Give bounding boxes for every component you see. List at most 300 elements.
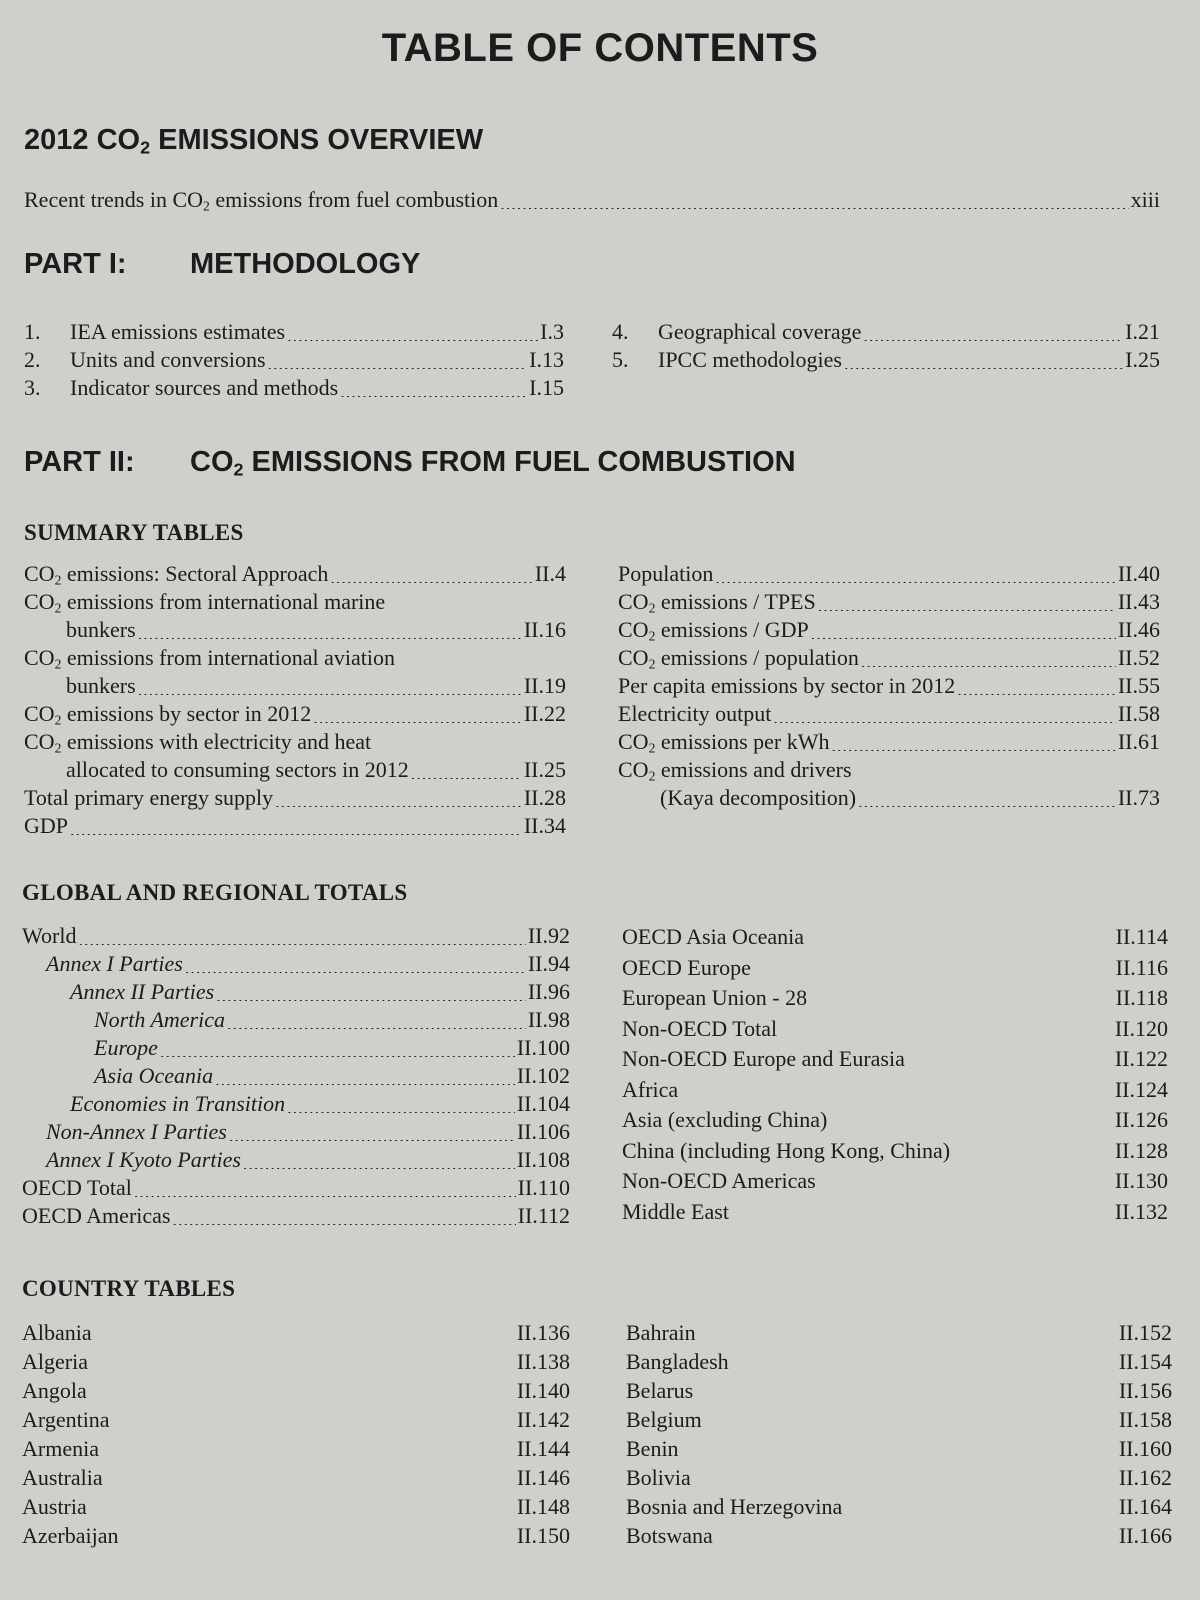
toc-entry-text (626, 1521, 713, 1550)
toc-entry-label: Australia (22, 1465, 103, 1490)
toc-entry-page: II.25 (523, 757, 566, 782)
toc-entry-page: II.96 (527, 979, 570, 1004)
toc-entry-page: II.28 (523, 785, 566, 810)
toc-entry-number: 5. (612, 347, 629, 372)
toc-entry-number: 4. (612, 319, 629, 344)
toc-entry[interactable] (24, 812, 566, 840)
toc-entry-label: Asia (excluding China) (622, 1107, 828, 1132)
toc-entry-text (626, 1405, 702, 1434)
toc-entry-label: OECD Americas (22, 1203, 171, 1228)
toc-entry[interactable] (24, 784, 566, 812)
toc-entry[interactable] (626, 1405, 1172, 1434)
toc-entry-text (626, 1318, 696, 1347)
toc-entry[interactable] (22, 1174, 570, 1202)
dot-leader (680, 1079, 1113, 1099)
toc-entry[interactable] (612, 346, 1160, 374)
toc-entry-page: II.104 (516, 1091, 570, 1116)
toc-entry-sub: 2 (54, 656, 62, 672)
toc-entry-text (46, 950, 183, 978)
toc-entry-text (24, 346, 266, 374)
dot-leader (957, 675, 1116, 695)
toc-entry[interactable] (24, 644, 566, 672)
toc-entry-text (622, 1075, 678, 1106)
toc-entry-text-pre: CO (618, 757, 649, 782)
toc-entry-page: II.142 (516, 1407, 570, 1432)
toc-entry[interactable] (22, 1006, 570, 1034)
country-right-list (626, 1318, 1172, 1550)
toc-entry-label: Middle East (622, 1198, 729, 1224)
toc-entry-sub: 2 (203, 198, 210, 214)
toc-entry-label: Asia Oceania (94, 1063, 214, 1088)
toc-entry-text-post: emissions with electricity and heat (61, 729, 372, 754)
dot-leader (101, 1438, 515, 1458)
toc-entry-text (622, 1014, 777, 1045)
dot-leader (94, 1322, 515, 1342)
toc-entry-label: Armenia (22, 1436, 99, 1461)
toc-entry-page: II.152 (1118, 1320, 1172, 1345)
toc-entry-text (22, 1174, 132, 1202)
toc-entry-text (618, 756, 852, 784)
toc-entry[interactable] (626, 1521, 1172, 1550)
toc-entry-sub: 2 (54, 712, 62, 728)
toc-entry-text-pre: CO (618, 729, 649, 754)
dot-leader (698, 1322, 1117, 1342)
toc-entry-label: Bangladesh (626, 1349, 729, 1374)
toc-entry-text-pre: CO (24, 729, 55, 754)
dot-leader (105, 1467, 515, 1487)
toc-entry-label: OECD Asia Oceania (622, 924, 805, 949)
dot-leader (806, 926, 1114, 946)
toc-entry[interactable] (22, 1521, 570, 1550)
toc-entry-page: II.122 (1114, 1046, 1168, 1071)
toc-entry[interactable] (626, 1463, 1172, 1492)
toc-entry-sub: 2 (648, 656, 656, 672)
part2-heading-text-post: EMISSIONS FROM FUEL COMBUSTION (243, 446, 796, 478)
dot-leader (78, 925, 525, 945)
toc-entry[interactable] (22, 1118, 570, 1146)
part2-heading-sub: 2 (233, 459, 244, 480)
toc-entry-text (612, 346, 842, 374)
toc-entry[interactable] (22, 1463, 570, 1492)
toc-entry-text (22, 1347, 88, 1376)
toc-entry-text (622, 1166, 816, 1197)
toc-entry-text (22, 922, 76, 950)
overview-heading-text: 2012 CO (24, 124, 141, 156)
toc-entry-page: I.25 (1125, 347, 1160, 372)
toc-entry-cont-text: bunkers (66, 617, 136, 642)
toc-entry-text-pre: CO (24, 645, 55, 670)
toc-entry-label: Non-OECD Europe and Eurasia (622, 1046, 905, 1071)
toc-entry-text-post: emissions / GDP (655, 617, 809, 642)
toc-entry[interactable] (618, 756, 1160, 784)
part2-heading-text: CO (190, 446, 234, 478)
toc-entry-text (22, 1463, 103, 1492)
toc-entry[interactable] (618, 672, 1160, 700)
page-title: TABLE OF CONTENTS (381, 26, 819, 70)
toc-entry-cont-text: bunkers (66, 673, 136, 698)
dot-leader (818, 1170, 1113, 1190)
toc-entry-page: I.15 (529, 375, 564, 400)
toc-entry[interactable] (618, 616, 1160, 644)
toc-entry-page: II.140 (516, 1378, 570, 1403)
toc-entry-text-post: emissions / TPES (655, 589, 816, 614)
toc-entry-label: Bolivia (626, 1465, 691, 1490)
dot-leader (779, 1018, 1113, 1038)
toc-entry-label: Annex II Parties (70, 979, 215, 1004)
toc-entry[interactable] (618, 588, 1160, 616)
toc-entry-text-pre: Population (618, 561, 714, 586)
dot-leader (753, 957, 1114, 977)
dot-leader (229, 1121, 515, 1141)
toc-entry-label: Units and conversions (70, 347, 266, 372)
toc-entry-continuation[interactable] (24, 616, 566, 644)
toc-entry-page: II.116 (1115, 954, 1168, 980)
toc-entry[interactable] (22, 1405, 570, 1434)
dot-leader (340, 377, 527, 397)
toc-entry-page: II.156 (1118, 1378, 1172, 1403)
toc-entry-text (622, 953, 751, 984)
dot-leader (811, 619, 1116, 639)
toc-entry[interactable] (24, 374, 564, 402)
toc-entry-text-post: emissions per kWh (655, 729, 830, 754)
toc-entry[interactable] (22, 950, 570, 978)
toc-entry-page: II.16 (523, 617, 566, 642)
part2-label: PART II: (24, 446, 135, 478)
toc-entry[interactable] (622, 1075, 1168, 1106)
toc-entry-page: II.61 (1117, 729, 1160, 754)
toc-entry-label: World (22, 923, 77, 948)
toc-entry-label: Botswana (626, 1523, 713, 1548)
toc-entry-text (24, 186, 498, 214)
toc-entry-page: II.148 (516, 1494, 570, 1519)
toc-entry-text (94, 1006, 225, 1034)
dot-leader (829, 1109, 1113, 1129)
toc-entry-text (22, 1376, 87, 1405)
toc-entry-label: Europe (94, 1035, 158, 1060)
toc-entry[interactable] (22, 1347, 570, 1376)
toc-entry[interactable] (24, 186, 1160, 214)
country-heading: COUNTRY TABLES (22, 1276, 236, 1301)
toc-entry-text-pre: CO (618, 617, 649, 642)
toc-entry-page: II.130 (1114, 1168, 1168, 1193)
toc-entry-label: Belarus (626, 1378, 694, 1403)
toc-entry-label: Angola (22, 1378, 87, 1403)
toc-entry-page: I.21 (1125, 319, 1160, 344)
toc-entry[interactable] (618, 700, 1160, 728)
toc-entry[interactable] (22, 1492, 570, 1521)
dot-leader (693, 1467, 1117, 1487)
dot-leader (500, 189, 1128, 209)
toc-entry-label: Albania (22, 1320, 92, 1345)
toc-entry[interactable] (622, 1044, 1168, 1075)
summary-right-list (618, 560, 1160, 812)
toc-entry[interactable] (618, 644, 1160, 672)
toc-entry[interactable] (22, 1034, 570, 1062)
toc-entry-label: Bahrain (626, 1320, 696, 1345)
toc-entry-text-pre: CO (24, 589, 55, 614)
toc-entry-page: II.158 (1118, 1407, 1172, 1432)
toc-entry[interactable] (22, 922, 570, 950)
toc-entry-continuation[interactable] (24, 756, 566, 784)
toc-entry[interactable] (626, 1347, 1172, 1376)
toc-entry-text (618, 588, 816, 616)
toc-entry-page: II.132 (1114, 1198, 1168, 1224)
toc-entry-page: II.102 (516, 1063, 570, 1088)
toc-entry-label: European Union - 28 (622, 985, 808, 1010)
toc-entry-text (622, 1105, 827, 1136)
toc-entry[interactable] (612, 318, 1160, 346)
toc-entry-page: xiii (1130, 187, 1160, 212)
toc-entry-text (622, 1197, 729, 1228)
toc-entry-sub: 2 (54, 572, 62, 588)
toc-entry[interactable] (22, 1376, 570, 1405)
toc-entry-text (626, 1463, 691, 1492)
part1-left-list (24, 318, 564, 402)
toc-entry-text (24, 700, 311, 728)
toc-entry-text (618, 728, 830, 756)
toc-entry-text (24, 812, 68, 840)
part1-label: PART I: (24, 248, 127, 280)
toc-entry-page: II.4 (534, 561, 566, 586)
toc-entry-text-post: emissions / population (655, 645, 859, 670)
toc-entry-text-pre: CO (24, 561, 55, 586)
toc-entry-label: Economies in Transition (70, 1091, 286, 1116)
toc-entry-page: II.112 (517, 1203, 570, 1228)
toc-entry-page: II.22 (523, 701, 566, 726)
toc-entry[interactable] (22, 1318, 570, 1347)
dot-leader (89, 1496, 515, 1516)
toc-entry-page: II.136 (516, 1320, 570, 1345)
dot-leader (844, 349, 1123, 369)
toc-entry-page: I.3 (540, 319, 564, 344)
toc-entry-text (618, 644, 859, 672)
dot-leader (89, 1380, 515, 1400)
toc-entry[interactable] (22, 1202, 570, 1230)
toc-entry-text-pre: Recent trends in CO (24, 187, 204, 212)
toc-entry-label: Annex I Kyoto Parties (46, 1147, 241, 1172)
toc-entry-text-pre: CO (618, 645, 649, 670)
toc-entry-label: Non-OECD Total (622, 1015, 778, 1041)
dot-leader (715, 1525, 1117, 1545)
toc-entry-text-post: emissions by sector in 2012 (61, 701, 312, 726)
toc-entry-text-pre: Total primary energy supply (24, 785, 274, 810)
toc-entry[interactable] (22, 1062, 570, 1090)
toc-entry-label: China (including Hong Kong, China) (622, 1137, 951, 1163)
global-heading: GLOBAL AND REGIONAL TOTALS (22, 880, 408, 905)
toc-entry[interactable] (622, 1197, 1168, 1228)
toc-entry-text (22, 1405, 110, 1434)
toc-entry-text (70, 978, 214, 1006)
toc-entry[interactable] (22, 978, 570, 1006)
toc-entry-page: II.106 (516, 1119, 570, 1144)
toc-entry[interactable] (626, 1434, 1172, 1463)
overview-heading-text-post: EMISSIONS OVERVIEW (150, 124, 484, 156)
overview-list (24, 186, 1160, 214)
toc-entry-number: 3. (24, 375, 41, 400)
toc-entry[interactable] (622, 983, 1168, 1014)
toc-entry-page: II.110 (517, 1175, 570, 1200)
dot-leader (313, 703, 522, 723)
toc-entry-text (622, 1044, 905, 1075)
dot-leader (121, 1525, 515, 1545)
toc-entry-sub: 2 (648, 628, 656, 644)
dot-leader (330, 563, 532, 583)
toc-entry[interactable] (626, 1376, 1172, 1405)
toc-entry[interactable] (622, 1105, 1168, 1136)
dot-leader (731, 1351, 1117, 1371)
toc-entry-page: II.154 (1118, 1349, 1172, 1374)
toc-entry-text (612, 318, 861, 346)
toc-entry-text (622, 983, 807, 1014)
toc-entry-page: II.138 (516, 1349, 570, 1374)
toc-entry[interactable] (622, 1136, 1168, 1167)
toc-entry[interactable] (24, 318, 564, 346)
dot-leader (268, 349, 528, 369)
dot-leader (907, 1048, 1113, 1068)
toc-entry-continuation[interactable] (24, 672, 566, 700)
toc-entry-text (24, 560, 328, 588)
dot-leader (832, 731, 1116, 751)
toc-entry-text (618, 560, 713, 588)
toc-entry-label: Bosnia and Herzegovina (626, 1494, 843, 1519)
part1-right-list (612, 318, 1160, 374)
dot-leader (70, 815, 522, 835)
summary-left-list (24, 560, 566, 840)
dot-leader (844, 1496, 1117, 1516)
toc-entry-text (94, 1062, 213, 1090)
dot-leader (215, 1065, 515, 1085)
toc-entry-page: II.100 (516, 1035, 570, 1060)
toc-entry[interactable] (24, 560, 566, 588)
toc-entry-label: Africa (622, 1076, 679, 1102)
toc-entry-page: II.92 (527, 923, 570, 948)
dot-leader (818, 591, 1116, 611)
toc-entry-text (22, 1318, 92, 1347)
toc-entry-page: II.162 (1118, 1465, 1172, 1490)
toc-entry-text (618, 616, 809, 644)
toc-entry-label: Non-Annex I Parties (46, 1119, 227, 1144)
dot-leader (858, 787, 1116, 807)
global-right-list (622, 922, 1168, 1227)
toc-entry-label: Belgium (626, 1407, 702, 1432)
toc-entry-label: Azerbaijan (22, 1523, 119, 1548)
toc-entry-text-pre: Per capita emissions by sector in 2012 (618, 673, 956, 698)
dot-leader (952, 1140, 1113, 1160)
toc-entry-text (22, 1492, 87, 1521)
toc-entry-page: II.120 (1114, 1015, 1168, 1041)
toc-entry-text (618, 672, 955, 700)
toc-entry-text (94, 1034, 158, 1062)
dot-leader (861, 647, 1116, 667)
toc-entry-number: 2. (24, 347, 41, 372)
dot-leader (863, 321, 1123, 341)
toc-entry[interactable] (618, 560, 1160, 588)
toc-entry[interactable] (24, 346, 564, 374)
toc-entry-sub: 2 (54, 600, 62, 616)
toc-entry[interactable] (618, 728, 1160, 756)
toc-entry[interactable] (22, 1434, 570, 1463)
toc-entry[interactable] (622, 1166, 1168, 1197)
toc-entry-page: II.58 (1117, 701, 1160, 726)
toc-entry-page: II.166 (1118, 1523, 1172, 1548)
toc-entry-sub: 2 (648, 740, 656, 756)
toc-entry-page: II.150 (516, 1523, 570, 1548)
toc-entry[interactable] (24, 728, 566, 756)
toc-entry-text (626, 1434, 679, 1463)
dot-leader (216, 981, 526, 1001)
toc-entry-page: II.43 (1117, 589, 1160, 614)
dot-leader (681, 1438, 1117, 1458)
toc-entry[interactable] (626, 1492, 1172, 1521)
toc-entry-sub: 2 (54, 740, 62, 756)
dot-leader (134, 1177, 516, 1197)
dot-leader (731, 1201, 1113, 1221)
toc-entry-label: North America (94, 1007, 225, 1032)
toc-entry-page: II.34 (523, 813, 566, 838)
dot-leader (695, 1380, 1117, 1400)
toc-entry-page: II.98 (527, 1007, 570, 1032)
toc-entry-text (622, 922, 804, 953)
toc-entry[interactable] (622, 953, 1168, 984)
toc-entry[interactable] (24, 700, 566, 728)
toc-entry[interactable] (622, 1014, 1168, 1045)
toc-entry-text (626, 1376, 693, 1405)
toc-entry-text (618, 700, 771, 728)
toc-entry-page: II.128 (1114, 1137, 1168, 1163)
toc-entry[interactable] (22, 1146, 570, 1174)
toc-entry[interactable] (622, 922, 1168, 953)
toc-entry-text-post: emissions from fuel combustion (209, 187, 499, 212)
dot-leader (275, 787, 522, 807)
toc-entry-text-pre: CO (618, 589, 649, 614)
toc-entry-label: IPCC methodologies (658, 347, 842, 372)
toc-entry[interactable] (24, 588, 566, 616)
dot-leader (773, 703, 1115, 723)
toc-entry-text-pre: CO (24, 701, 55, 726)
part1-heading: METHODOLOGY (190, 248, 421, 280)
dot-leader (172, 1205, 515, 1225)
dot-leader (160, 1037, 515, 1057)
toc-entry-text (24, 374, 338, 402)
dot-leader (185, 953, 526, 973)
toc-entry-label: OECD Total (22, 1175, 132, 1200)
toc-entry-page: II.40 (1117, 561, 1160, 586)
toc-entry-sub: 2 (648, 600, 656, 616)
toc-entry[interactable] (22, 1090, 570, 1118)
toc-entry-page: II.114 (1115, 924, 1168, 949)
toc-entry-page: II.19 (523, 673, 566, 698)
dot-leader (287, 1093, 515, 1113)
toc-entry-continuation[interactable] (618, 784, 1160, 812)
toc-entry-page: II.126 (1114, 1107, 1168, 1132)
toc-entry-number: 1. (24, 319, 41, 344)
toc-entry-label: Benin (626, 1436, 679, 1461)
toc-entry-page: II.73 (1117, 785, 1160, 810)
toc-entry-text (24, 644, 395, 672)
dot-leader (138, 619, 522, 639)
toc-entry-text-post: emissions: Sectoral Approach (61, 561, 329, 586)
part2-heading (190, 446, 796, 479)
dot-leader (809, 987, 1114, 1007)
overview-heading-sub: 2 (140, 137, 151, 158)
toc-entry-page: II.94 (527, 951, 570, 976)
toc-entry-text (24, 318, 285, 346)
toc-entry[interactable] (626, 1318, 1172, 1347)
toc-entry-cont-text: (Kaya decomposition) (660, 785, 857, 810)
toc-entry-cont-text: allocated to consuming sectors in 2012 (66, 757, 409, 782)
global-left-list (22, 922, 570, 1230)
toc-entry-text (46, 1118, 227, 1146)
